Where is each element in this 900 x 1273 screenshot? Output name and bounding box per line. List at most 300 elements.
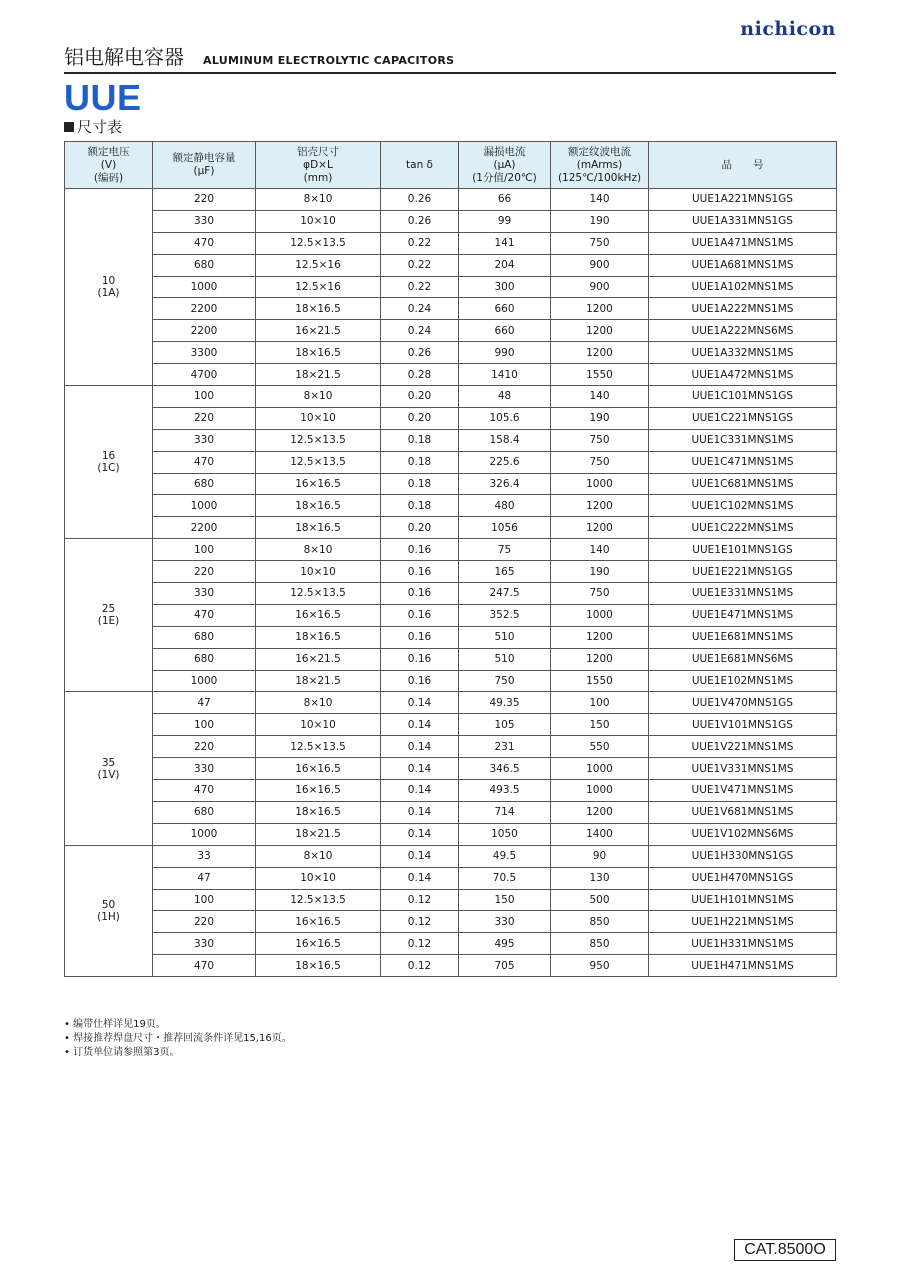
header-line: 额定静电容量	[172, 152, 236, 164]
ripple-current-cell: 1200	[551, 517, 649, 539]
footnote: • 编带仕样详见19页。	[64, 1019, 166, 1030]
ripple-current-cell: 130	[551, 867, 649, 889]
case-size-cell: 16×16.5	[256, 758, 381, 780]
tan-delta-cell: 0.14	[381, 867, 459, 889]
ripple-current-cell: 550	[551, 736, 649, 758]
capacitance-cell: 470	[153, 232, 256, 254]
tan-delta-cell: 0.16	[381, 561, 459, 583]
voltage-code: (1H)	[97, 910, 120, 923]
case-size-cell: 16×16.5	[256, 780, 381, 802]
capacitance-cell: 1000	[153, 670, 256, 692]
case-size-cell: 18×16.5	[256, 626, 381, 648]
leakage-current-cell: 49.5	[459, 845, 551, 867]
page-title-chinese: 铝电解电容器	[64, 45, 184, 69]
tan-delta-cell: 0.12	[381, 933, 459, 955]
case-size-cell: 16×16.5	[256, 933, 381, 955]
capacitance-cell: 220	[153, 407, 256, 429]
case-size-cell: 8×10	[256, 692, 381, 714]
leakage-current-cell: 660	[459, 320, 551, 342]
capacitance-cell: 3300	[153, 342, 256, 364]
part-number-cell: UUE1A472MNS1MS	[649, 364, 837, 386]
ripple-current-cell: 1200	[551, 342, 649, 364]
table-row	[65, 298, 837, 320]
part-number-cell: UUE1A102MNS1MS	[649, 276, 837, 298]
capacitance-cell: 330	[153, 210, 256, 232]
capacitance-cell: 2200	[153, 298, 256, 320]
header-line: (mArms)	[576, 158, 623, 171]
header-line: 额定纹波电流	[568, 145, 631, 158]
footnote: • 焊接推荐焊盘尺寸・推荐回流条件详见15,16页。	[64, 1033, 292, 1044]
case-size-cell: 18×16.5	[256, 495, 381, 517]
header-line: 铝壳尺寸	[297, 145, 339, 158]
leakage-current-cell: 49.35	[459, 692, 551, 714]
case-size-cell: 8×10	[256, 386, 381, 408]
case-size-cell: 12.5×13.5	[256, 889, 381, 911]
tan-delta-cell: 0.20	[381, 407, 459, 429]
case-size-cell: 12.5×13.5	[256, 583, 381, 605]
table-row	[65, 276, 837, 298]
tan-delta-cell: 0.14	[381, 780, 459, 802]
ripple-current-cell: 900	[551, 254, 649, 276]
table-row	[65, 386, 837, 408]
page-title-english: ALUMINUM ELECTROLYTIC CAPACITORS	[203, 54, 455, 67]
ripple-current-cell: 140	[551, 189, 649, 211]
part-number-cell: UUE1V471MNS1MS	[649, 780, 837, 802]
brand-logo: nichicon	[740, 18, 836, 40]
case-size-cell: 12.5×13.5	[256, 451, 381, 473]
case-size-cell: 12.5×13.5	[256, 736, 381, 758]
ripple-current-cell: 1000	[551, 758, 649, 780]
ripple-current-cell: 750	[551, 232, 649, 254]
capacitance-cell: 2200	[153, 517, 256, 539]
leakage-current-cell: 165	[459, 561, 551, 583]
header-line: 品 号	[721, 158, 764, 171]
case-size-cell: 16×16.5	[256, 911, 381, 933]
part-number-cell: UUE1C102MNS1MS	[649, 495, 837, 517]
voltage-cell	[65, 189, 153, 386]
capacitance-cell: 33	[153, 845, 256, 867]
leakage-current-cell: 714	[459, 801, 551, 823]
tan-delta-cell: 0.16	[381, 539, 459, 561]
table-row	[65, 801, 837, 823]
part-number-cell: UUE1V470MNS1GS	[649, 692, 837, 714]
part-number-cell: UUE1A221MNS1GS	[649, 189, 837, 211]
capacitance-cell: 47	[153, 867, 256, 889]
table-row	[65, 189, 837, 211]
part-number-cell: UUE1E102MNS1MS	[649, 670, 837, 692]
leakage-current-cell: 660	[459, 298, 551, 320]
series-name: UUE	[64, 77, 142, 118]
tan-delta-cell: 0.14	[381, 801, 459, 823]
case-size-cell: 16×16.5	[256, 604, 381, 626]
tan-delta-cell: 0.14	[381, 714, 459, 736]
voltage-cell	[65, 845, 153, 976]
leakage-current-cell: 99	[459, 210, 551, 232]
table-row	[65, 845, 837, 867]
ripple-current-cell: 1200	[551, 495, 649, 517]
header-leakage-current	[459, 142, 551, 189]
tan-delta-cell: 0.22	[381, 276, 459, 298]
voltage-cell	[65, 692, 153, 845]
tan-delta-cell: 0.26	[381, 342, 459, 364]
case-size-cell: 10×10	[256, 561, 381, 583]
table-row	[65, 714, 837, 736]
voltage-code: (1E)	[97, 615, 120, 628]
header-line: 额定电压	[87, 145, 130, 158]
leakage-current-cell: 510	[459, 626, 551, 648]
header-ripple-current	[551, 142, 649, 189]
ripple-current-cell: 140	[551, 386, 649, 408]
table-row	[65, 889, 837, 911]
ripple-current-cell: 1000	[551, 604, 649, 626]
ripple-current-cell: 1550	[551, 670, 649, 692]
capacitance-cell: 220	[153, 911, 256, 933]
leakage-current-cell: 750	[459, 670, 551, 692]
ripple-current-cell: 750	[551, 429, 649, 451]
dimension-table	[64, 141, 837, 977]
part-number-cell: UUE1A331MNS1GS	[649, 210, 837, 232]
case-size-cell: 8×10	[256, 845, 381, 867]
part-number-cell: UUE1C681MNS1MS	[649, 473, 837, 495]
table-row	[65, 626, 837, 648]
case-size-cell: 10×10	[256, 210, 381, 232]
table-row	[65, 583, 837, 605]
capacitance-cell: 680	[153, 473, 256, 495]
part-number-cell: UUE1H101MNS1MS	[649, 889, 837, 911]
leakage-current-cell: 141	[459, 232, 551, 254]
capacitance-cell: 100	[153, 889, 256, 911]
table-row	[65, 517, 837, 539]
part-number-cell: UUE1C221MNS1GS	[649, 407, 837, 429]
part-number-cell: UUE1E471MNS1MS	[649, 604, 837, 626]
table-row	[65, 780, 837, 802]
tan-delta-cell: 0.16	[381, 626, 459, 648]
leakage-current-cell: 70.5	[459, 867, 551, 889]
leakage-current-cell: 105.6	[459, 407, 551, 429]
capacitance-cell: 4700	[153, 364, 256, 386]
case-size-cell: 18×21.5	[256, 823, 381, 845]
header-part-number	[649, 142, 837, 189]
tan-delta-cell: 0.22	[381, 254, 459, 276]
tan-delta-cell: 0.16	[381, 604, 459, 626]
case-size-cell: 16×21.5	[256, 320, 381, 342]
leakage-current-cell: 231	[459, 736, 551, 758]
tan-delta-cell: 0.18	[381, 451, 459, 473]
ripple-current-cell: 1200	[551, 320, 649, 342]
tan-delta-cell: 0.12	[381, 955, 459, 977]
part-number-cell: UUE1E331MNS1MS	[649, 583, 837, 605]
ripple-current-cell: 100	[551, 692, 649, 714]
tan-delta-cell: 0.28	[381, 364, 459, 386]
leakage-current-cell: 300	[459, 276, 551, 298]
tan-delta-cell: 0.12	[381, 889, 459, 911]
leakage-current-cell: 480	[459, 495, 551, 517]
capacitance-cell: 1000	[153, 495, 256, 517]
leakage-current-cell: 352.5	[459, 604, 551, 626]
capacitance-cell: 220	[153, 561, 256, 583]
header-tan-delta	[381, 142, 459, 189]
voltage-value: 35	[101, 756, 116, 769]
voltage-cell	[65, 386, 153, 539]
capacitance-cell: 220	[153, 189, 256, 211]
tan-delta-cell: 0.12	[381, 911, 459, 933]
capacitance-cell: 470	[153, 955, 256, 977]
ripple-current-cell: 1400	[551, 823, 649, 845]
header-line: (125℃/100kHz)	[557, 171, 642, 184]
tan-delta-cell: 0.24	[381, 298, 459, 320]
capacitance-cell: 2200	[153, 320, 256, 342]
part-number-cell: UUE1V101MNS1GS	[649, 714, 837, 736]
ripple-current-cell: 1000	[551, 473, 649, 495]
ripple-current-cell: 900	[551, 276, 649, 298]
case-size-cell: 8×10	[256, 189, 381, 211]
part-number-cell: UUE1C222MNS1MS	[649, 517, 837, 539]
part-number-cell: UUE1H221MNS1MS	[649, 911, 837, 933]
case-size-cell: 10×10	[256, 407, 381, 429]
capacitance-cell: 330	[153, 933, 256, 955]
capacitance-cell: 330	[153, 429, 256, 451]
table-row	[65, 692, 837, 714]
catalog-number: CAT.8500O	[734, 1239, 836, 1261]
ripple-current-cell: 190	[551, 561, 649, 583]
table-row	[65, 604, 837, 626]
case-size-cell: 10×10	[256, 714, 381, 736]
case-size-cell: 18×16.5	[256, 955, 381, 977]
table-row	[65, 451, 837, 473]
section-title: 尺寸表	[77, 118, 123, 136]
ripple-current-cell: 750	[551, 583, 649, 605]
case-size-cell: 18×16.5	[256, 517, 381, 539]
table-row	[65, 933, 837, 955]
capacitance-cell: 47	[153, 692, 256, 714]
part-number-cell: UUE1H470MNS1GS	[649, 867, 837, 889]
table-row	[65, 670, 837, 692]
capacitance-cell: 100	[153, 386, 256, 408]
tan-delta-cell: 0.14	[381, 736, 459, 758]
header-line: (μA)	[493, 158, 516, 171]
voltage-code: (1V)	[97, 768, 120, 781]
leakage-current-cell: 493.5	[459, 780, 551, 802]
tan-delta-cell: 0.24	[381, 320, 459, 342]
part-number-cell: UUE1V102MNS6MS	[649, 823, 837, 845]
table-row	[65, 320, 837, 342]
tan-delta-cell: 0.26	[381, 189, 459, 211]
part-number-cell: UUE1A222MNS6MS	[649, 320, 837, 342]
case-size-cell: 8×10	[256, 539, 381, 561]
table-body	[65, 189, 837, 977]
leakage-current-cell: 330	[459, 911, 551, 933]
case-size-cell: 16×16.5	[256, 473, 381, 495]
leakage-current-cell: 204	[459, 254, 551, 276]
table-row	[65, 539, 837, 561]
header-line: (μF)	[193, 165, 215, 177]
table-row	[65, 232, 837, 254]
capacitance-cell: 220	[153, 736, 256, 758]
part-number-cell: UUE1E681MNS6MS	[649, 648, 837, 670]
voltage-value: 25	[101, 603, 116, 616]
leakage-current-cell: 105	[459, 714, 551, 736]
header-line: tan δ	[406, 158, 433, 171]
leakage-current-cell: 346.5	[459, 758, 551, 780]
capacitance-cell: 100	[153, 539, 256, 561]
capacitance-cell: 1000	[153, 276, 256, 298]
part-number-cell: UUE1E221MNS1GS	[649, 561, 837, 583]
leakage-current-cell: 495	[459, 933, 551, 955]
header-line: (V)	[100, 158, 117, 171]
table-row	[65, 955, 837, 977]
table-row	[65, 407, 837, 429]
table-row	[65, 823, 837, 845]
case-size-cell: 18×16.5	[256, 801, 381, 823]
ripple-current-cell: 850	[551, 933, 649, 955]
ripple-current-cell: 500	[551, 889, 649, 911]
ripple-current-cell: 1550	[551, 364, 649, 386]
header-voltage	[65, 142, 153, 189]
case-size-cell: 16×21.5	[256, 648, 381, 670]
part-number-cell: UUE1A471MNS1MS	[649, 232, 837, 254]
header-line: (1分值/20℃)	[472, 171, 537, 184]
table-row	[65, 495, 837, 517]
part-number-cell: UUE1H471MNS1MS	[649, 955, 837, 977]
ripple-current-cell: 140	[551, 539, 649, 561]
voltage-cell	[65, 539, 153, 692]
leakage-current-cell: 66	[459, 189, 551, 211]
capacitance-cell: 470	[153, 780, 256, 802]
section-heading	[64, 118, 122, 136]
part-number-cell: UUE1A332MNS1MS	[649, 342, 837, 364]
voltage-value: 10	[101, 275, 116, 287]
part-number-cell: UUE1E101MNS1GS	[649, 539, 837, 561]
ripple-current-cell: 1200	[551, 648, 649, 670]
case-size-cell: 18×16.5	[256, 342, 381, 364]
table-row	[65, 364, 837, 386]
tan-delta-cell: 0.26	[381, 210, 459, 232]
table-row	[65, 758, 837, 780]
case-size-cell: 12.5×16	[256, 254, 381, 276]
leakage-current-cell: 75	[459, 539, 551, 561]
tan-delta-cell: 0.14	[381, 692, 459, 714]
table-row	[65, 342, 837, 364]
leakage-current-cell: 705	[459, 955, 551, 977]
ripple-current-cell: 90	[551, 845, 649, 867]
header-line: (mm)	[303, 171, 333, 184]
header-line: 漏损电流	[483, 145, 526, 158]
part-number-cell: UUE1V681MNS1MS	[649, 801, 837, 823]
leakage-current-cell: 510	[459, 648, 551, 670]
tan-delta-cell: 0.18	[381, 495, 459, 517]
page-header	[64, 44, 836, 74]
voltage-code: (1C)	[97, 462, 120, 475]
header-row	[65, 142, 837, 189]
voltage-code: (1A)	[97, 287, 120, 299]
tan-delta-cell: 0.20	[381, 386, 459, 408]
leakage-current-cell: 326.4	[459, 473, 551, 495]
case-size-cell: 12.5×16	[256, 276, 381, 298]
tan-delta-cell: 0.14	[381, 758, 459, 780]
tan-delta-cell: 0.20	[381, 517, 459, 539]
part-number-cell: UUE1E681MNS1MS	[649, 626, 837, 648]
capacitance-cell: 330	[153, 583, 256, 605]
leakage-current-cell: 1056	[459, 517, 551, 539]
ripple-current-cell: 1200	[551, 626, 649, 648]
capacitance-cell: 680	[153, 626, 256, 648]
footnotes	[64, 1018, 292, 1060]
capacitance-cell: 680	[153, 254, 256, 276]
case-size-cell: 12.5×13.5	[256, 232, 381, 254]
tan-delta-cell: 0.22	[381, 232, 459, 254]
header-case-size	[256, 142, 381, 189]
leakage-current-cell: 247.5	[459, 583, 551, 605]
ripple-current-cell: 150	[551, 714, 649, 736]
capacitance-cell: 330	[153, 758, 256, 780]
tan-delta-cell: 0.18	[381, 473, 459, 495]
case-size-cell: 12.5×13.5	[256, 429, 381, 451]
part-number-cell: UUE1C331MNS1MS	[649, 429, 837, 451]
capacitance-cell: 680	[153, 648, 256, 670]
table-row	[65, 911, 837, 933]
capacitance-cell: 470	[153, 604, 256, 626]
table-row	[65, 254, 837, 276]
square-bullet-icon	[64, 122, 74, 132]
leakage-current-cell: 150	[459, 889, 551, 911]
part-number-cell: UUE1C101MNS1GS	[649, 386, 837, 408]
part-number-cell: UUE1A681MNS1MS	[649, 254, 837, 276]
case-size-cell: 18×21.5	[256, 364, 381, 386]
tan-delta-cell: 0.14	[381, 823, 459, 845]
leakage-current-cell: 990	[459, 342, 551, 364]
ripple-current-cell: 850	[551, 911, 649, 933]
leakage-current-cell: 1050	[459, 823, 551, 845]
tan-delta-cell: 0.16	[381, 583, 459, 605]
ripple-current-cell: 1000	[551, 780, 649, 802]
part-number-cell: UUE1H330MNS1GS	[649, 845, 837, 867]
ripple-current-cell: 1200	[551, 298, 649, 320]
case-size-cell: 18×16.5	[256, 298, 381, 320]
table-row	[65, 561, 837, 583]
table-row	[65, 736, 837, 758]
capacitance-cell: 1000	[153, 823, 256, 845]
voltage-value: 50	[101, 898, 116, 911]
capacitance-cell: 680	[153, 801, 256, 823]
case-size-cell: 10×10	[256, 867, 381, 889]
part-number-cell: UUE1C471MNS1MS	[649, 451, 837, 473]
ripple-current-cell: 750	[551, 451, 649, 473]
tan-delta-cell: 0.18	[381, 429, 459, 451]
part-number-cell: UUE1V221MNS1MS	[649, 736, 837, 758]
ripple-current-cell: 950	[551, 955, 649, 977]
tan-delta-cell: 0.16	[381, 670, 459, 692]
header-line: (编码)	[93, 171, 124, 184]
capacitance-cell: 100	[153, 714, 256, 736]
part-number-cell: UUE1A222MNS1MS	[649, 298, 837, 320]
leakage-current-cell: 48	[459, 386, 551, 408]
part-number-cell: UUE1H331MNS1MS	[649, 933, 837, 955]
table-header	[65, 142, 837, 189]
capacitance-cell: 470	[153, 451, 256, 473]
leakage-current-cell: 1410	[459, 364, 551, 386]
table-row	[65, 867, 837, 889]
leakage-current-cell: 225.6	[459, 451, 551, 473]
footnote: • 订货单位请参照第3页。	[64, 1047, 180, 1058]
table-row	[65, 473, 837, 495]
part-number-cell: UUE1V331MNS1MS	[649, 758, 837, 780]
header-line: φD×L	[303, 158, 333, 171]
voltage-value: 16	[101, 450, 116, 463]
header-capacitance	[153, 142, 256, 189]
ripple-current-cell: 1200	[551, 801, 649, 823]
case-size-cell: 18×21.5	[256, 670, 381, 692]
table-row	[65, 429, 837, 451]
